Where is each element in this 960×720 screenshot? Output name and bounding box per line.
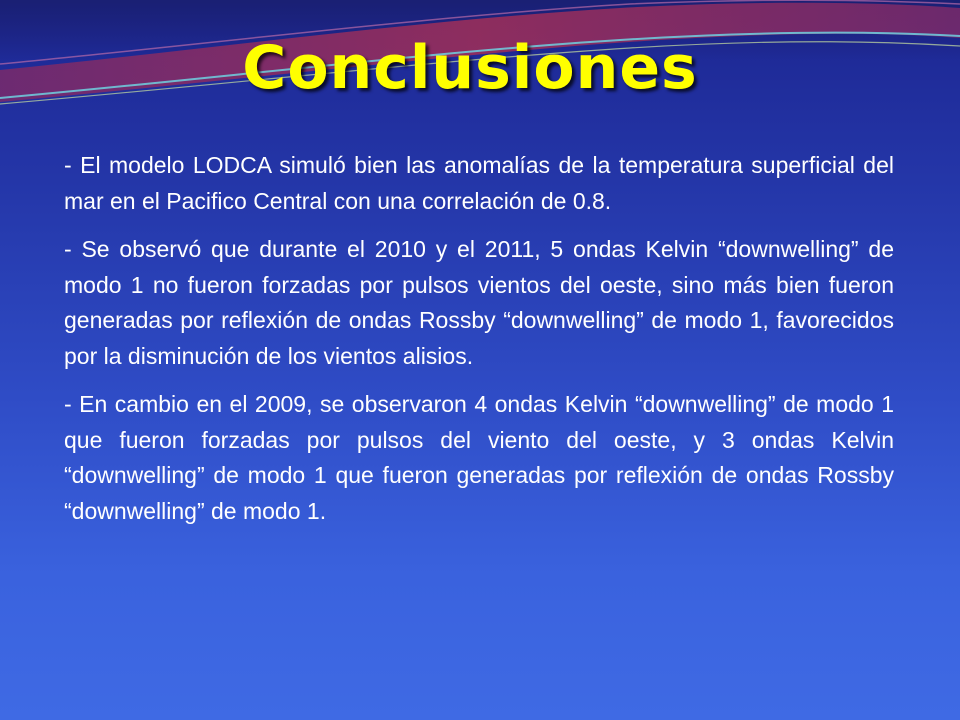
slide-title: Conclusiones <box>242 33 698 103</box>
conclusion-paragraph-2: - Se observó que durante el 2010 y el 2011, 5 ondas Kelvin “downwelling” de modo 1 no fueron forzadas por pulsos vientos del oeste, sino más bien fueron generadas por reflexión de ondas Rossby “downwelling” de modo 1, favorecidos por la disminución de los vientos alisios. <box>64 236 894 369</box>
conclusion-paragraph-1: - El modelo LODCA simuló bien las anomalías de la temperatura superficial del mar en el Pacifico Central con una correlación de 0.8. <box>64 152 894 214</box>
conclusions-body <box>64 148 894 542</box>
conclusion-paragraph-3: - En cambio en el 2009, se observaron 4 ondas Kelvin “downwelling” de modo 1 que fueron forzadas por pulsos del viento del oeste, y 3 ondas Kelvin “downwelling” de modo 1 que fueron generadas por reflexión de ondas Rossby “downwelling” de modo 1. <box>64 391 894 524</box>
